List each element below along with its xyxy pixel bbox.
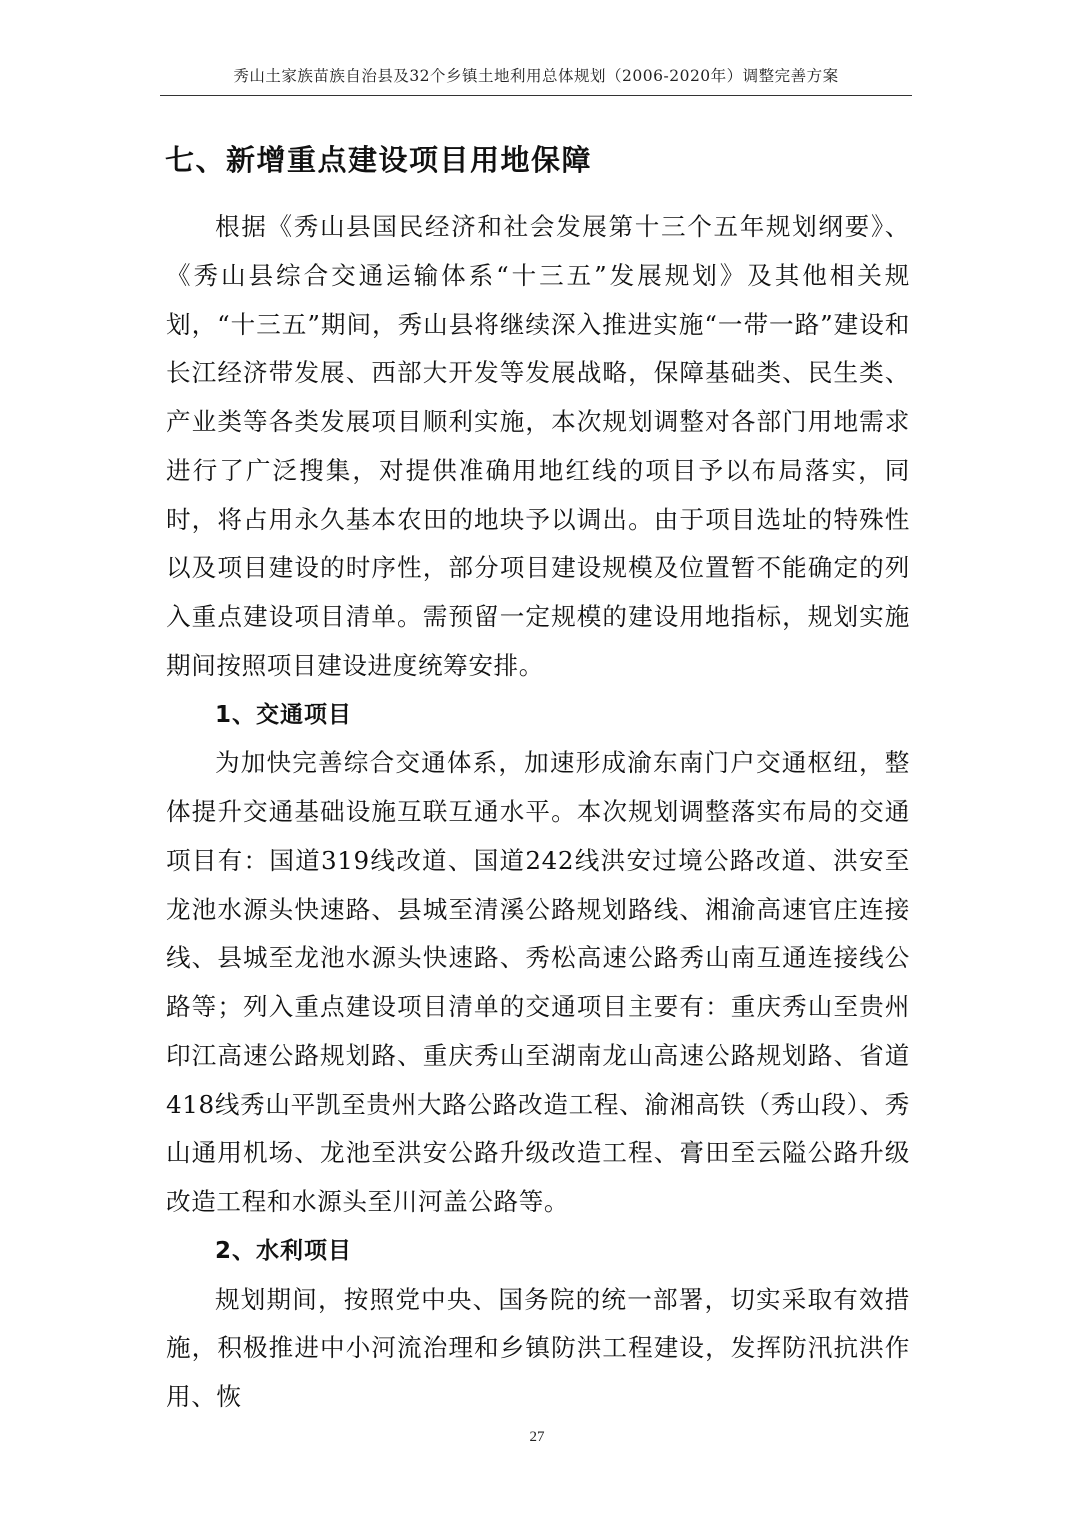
intro-paragraph: 根据《秀山县国民经济和社会发展第十三个五年规划纲要》、《秀山县综合交通运输体系“十三五”发展规划》及其他相关规划，“十三五”期间，秀山县将继续深入推进实施“一带一路”建设和长江经济带发展、西部大开发等发展战略，保障基础类、民生类、产业类等各类发展项目顺利实施，本次规划调整对各部门用地需求进行了广泛搜集，对提供准确用地红线的项目予以布局落实，同时，将占用永久基本农田的地块予以调出。由于项目选址的特殊性以及项目建设的时序性，部分项目建设规模及位置暂不能确定的列入重点建设项目清单。需预留一定规模的建设用地指标，规划实施期间按照项目建设进度统筹安排。 [166,212,910,680]
water-paragraph: 规划期间，按照党中央、国务院的统一部署，切实采取有效措施，积极推进中小河流治理和乡镇防洪工程建设，发挥防汛抗洪作用、恢 [166,1284,910,1411]
running-header: 秀山土家族苗族自治县及32个乡镇土地利用总体规划（2006-2020年）调整完善方案 [233,67,839,85]
transport-heading: 1、交通项目 [215,701,353,728]
page-number: 27 [529,1429,545,1445]
body-text [166,203,910,1422]
header-divider [160,95,912,96]
water-heading: 2、水利项目 [215,1237,353,1264]
section-title: 七、新增重点建设项目用地保障 [165,143,593,177]
transport-paragraph: 为加快完善综合交通体系，加速形成渝东南门户交通枢纽，整体提升交通基础设施互联互通水平。本次规划调整落实布局的交通项目有：国道319线改道、国道242线洪安过境公路改道、洪安至龙池水源头快速路、县城至清溪公路规划路线、湘渝高速官庄连接线、县城至龙池水源头快速路、秀松高速公路秀山南互通连接线公路等；列入重点建设项目清单的交通项目主要有：重庆秀山至贵州印江高速公路规划路、重庆秀山至湖南龙山高速公路规划路、省道418线秀山平凯至贵州大路公路改造工程、渝湘高铁（秀山段）、秀山通用机场、龙池至洪安公路升级改造工程、膏田至云隘公路升级改造工程和水源头至川河盖公路等。 [166,748,910,1216]
